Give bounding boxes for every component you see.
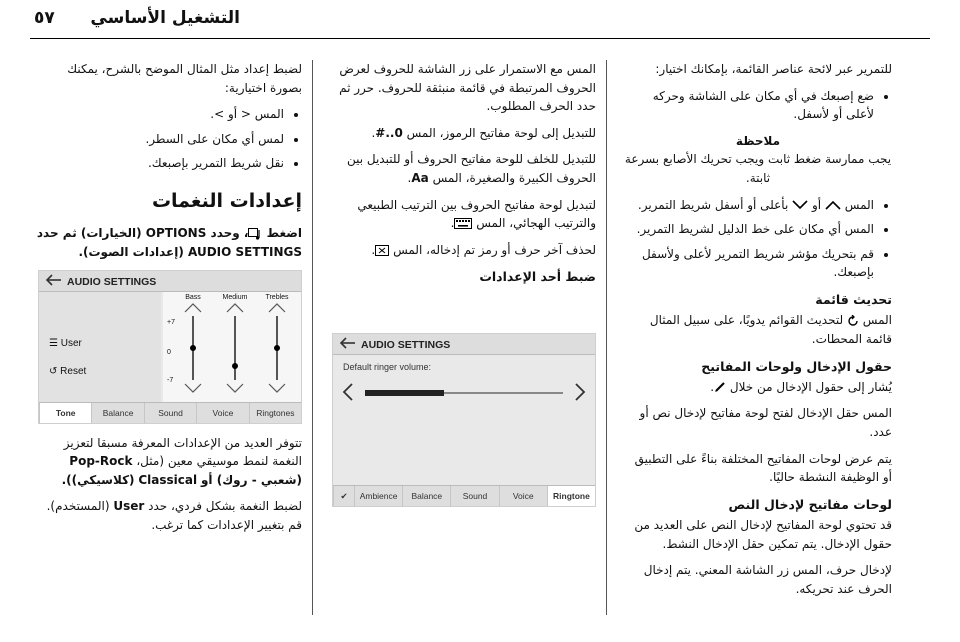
note-text: يجب ممارسة ضغط ثابت ويجب تحريك الأصابع بسرعة ثابتة. — [624, 152, 892, 185]
back-arrow-icon[interactable] — [337, 335, 357, 351]
case-key: Aa — [411, 170, 429, 185]
tone-tabs — [39, 402, 301, 423]
column-divider-right — [606, 60, 607, 615]
backspace-icon — [375, 245, 389, 256]
column-divider-left — [312, 60, 313, 615]
scroll-intro: للتمرير عبر لائحة عناصر القائمة، بإمكانك اختيار: — [655, 62, 892, 76]
page-header — [0, 0, 960, 40]
tone-item-user-label: User — [60, 337, 82, 349]
tone-item-reset-label: Reset — [60, 365, 87, 377]
pencil-icon — [714, 381, 726, 393]
refresh-icon — [847, 315, 859, 327]
ringer-volume-fill — [365, 390, 444, 396]
eq-medium — [219, 292, 251, 404]
ringer-screen-title: AUDIO SETTINGS — [361, 338, 451, 351]
ringer-volume-screenshot — [332, 333, 596, 507]
tab-ringtones[interactable]: Ringtones — [249, 403, 301, 423]
left-p2 — [34, 224, 302, 261]
tab-ambience[interactable]: Ambience — [354, 486, 402, 506]
keyboards-p1-text: يُشار إلى حقول الإدخال من خلال — [729, 379, 892, 394]
tab-balance[interactable]: Balance — [402, 486, 450, 506]
left-p4 — [34, 497, 302, 534]
refresh-text — [624, 311, 892, 348]
bullet-touch-arrows-pre: المس — [844, 197, 874, 212]
chevron-down-icon[interactable] — [225, 382, 245, 394]
keyboards-p1: يُشار إلى حقول الإدخال من خلال . — [710, 379, 892, 394]
eq-bass-label: Bass — [185, 293, 201, 301]
list-icon: ☰ — [49, 337, 58, 349]
bullet-touch-guide: • المس أي مكان على خط الدليل لشريط التمرير. — [624, 220, 874, 239]
tab-balance[interactable]: Balance — [91, 403, 143, 423]
bullet-touch-arrows-mid: أو — [811, 197, 822, 212]
chevron-down-icon[interactable] — [267, 382, 287, 394]
chevron-up-icon[interactable] — [183, 302, 203, 314]
left-p3-a: تتوفر العديد من الإعدادات المعرفة مسبقا لتعزيز النغمة لنمط موسيقي معين (مثل، — [63, 435, 302, 469]
adjust-setting-title: ضبط أحد الإعدادات — [479, 269, 596, 285]
left-p2-b: ، وحدد — [210, 226, 249, 241]
note-title: ملاحظة — [735, 133, 781, 148]
tone-settings-title: إعدادات النغمات — [151, 189, 302, 212]
bullet-touch-lt-gt: • المس < أو >. — [34, 105, 284, 124]
middle-p3-text: للتبديل للخلف للوحة مفاتيح الحروف أو للتبديل بين الحروف الكبيرة والصغيرة، المس — [346, 152, 596, 185]
column-middle — [328, 60, 596, 507]
tab-ringtone[interactable]: Ringtone — [547, 486, 595, 506]
column-right — [624, 60, 892, 607]
refresh-title: تحديث قائمة — [815, 291, 892, 307]
eq-trebles — [261, 292, 293, 404]
left-p3-classical: Classical — [138, 472, 198, 487]
scroll-bullets-1 — [624, 87, 892, 124]
middle-p2-text: للتبديل إلى لوحة مفاتيح الرموز، المس — [406, 125, 596, 140]
tab-voice[interactable]: Voice — [499, 486, 547, 506]
tab-tone[interactable]: Tone — [39, 403, 91, 423]
ringer-tabs — [333, 485, 595, 506]
chevron-right-icon[interactable] — [573, 382, 587, 402]
ringer-topbar — [333, 334, 595, 355]
eq-trebles-knob[interactable] — [274, 345, 280, 351]
middle-p3: للتبديل للخلف للوحة مفاتيح الحروف أو للتبديل بين الحروف الكبيرة والصغيرة، المس Aa. — [346, 152, 596, 185]
bullet-touch-line: • لمس أي مكان على السطر. — [34, 130, 284, 149]
left-p2-a: اضغط — [266, 226, 302, 241]
left-p1: لضبط إعداد مثل المثال الموضح بالشرح، يمكنك بصورة اختيارية: — [67, 62, 302, 95]
eq-bass — [177, 292, 209, 404]
keyboards-title: حقول الإدخال ولوحات المفاتيح — [701, 358, 892, 374]
tone-topbar — [39, 271, 301, 292]
left-bullets — [34, 105, 302, 173]
middle-p5: لحذف آخر حرف أو رمز تم إدخاله، المس . — [371, 242, 596, 257]
left-p3-b: (شعبي - روك) أو — [200, 472, 302, 487]
bullet-drag-finger: • ضع إصبعك في أي مكان على الشاشة وحركه لأعلى أو لأسفل. — [624, 87, 874, 124]
refresh-pre: المس — [862, 313, 892, 328]
eq-bass-knob[interactable] — [190, 345, 196, 351]
chevron-up-icon — [825, 200, 841, 210]
page-number: ٥٧ — [34, 8, 55, 28]
tone-screenshot — [38, 270, 302, 424]
eq-trebles-label: Trebles — [265, 293, 289, 301]
tab-sound[interactable]: Sound — [450, 486, 498, 506]
scale-plus: +7 — [167, 318, 175, 326]
ringer-volume-track[interactable] — [365, 392, 563, 394]
bullet-touch-arrows-post: بأعلى أو أسفل شريط التمرير. — [637, 197, 789, 212]
eq-medium-track[interactable] — [234, 316, 236, 380]
eq-medium-knob[interactable] — [232, 363, 238, 369]
reset-icon: ↺ — [49, 365, 58, 377]
scale-zero: 0 — [167, 348, 171, 356]
middle-p1: المس مع الاستمرار على زر الشاشة للحروف لعرض الحروف المرتبطة في قائمة منبثقة للحروف. حرر ثم حدد الحرف المطلوب. — [339, 62, 596, 114]
left-p2-d: (إعدادات الصوت). — [78, 245, 184, 259]
text-keyboards-p1: قد تحتوي لوحة المفاتيح لإدخال النص على العديد من حقول الإدخال. يتم تمكين حقل الإدخال النشط. — [634, 518, 892, 551]
keyboards-p2: المس حقل الإدخال لفتح لوحة مفاتيح لإدخال نص أو عدد. — [639, 406, 892, 440]
left-p2-c: (الخيارات) ثم حدد — [36, 226, 142, 241]
refresh-post: لتحديث القوائم يدويًا، على سبيل المثال قائمة المحطات. — [649, 313, 892, 346]
left-p3-pop: Pop-Rock — [69, 454, 133, 469]
left-p2-options: OPTIONS — [145, 226, 207, 241]
scroll-bullets-2 — [624, 196, 892, 282]
eq-medium-label: Medium — [222, 293, 248, 301]
bullet-move-bar: • نقل شريط التمرير بإصبعك. — [34, 154, 284, 173]
bullet-touch-arrows — [624, 196, 874, 215]
column-left — [34, 60, 302, 543]
left-p4-user: User — [113, 499, 145, 514]
left-p3 — [34, 434, 302, 490]
left-p4-b: (المستخدم). قم بتغيير الإعدادات كما ترغب. — [46, 499, 302, 532]
ringer-volume-label: Default ringer volume: — [343, 361, 432, 372]
middle-p5-text: لحذف آخر حرف أو رمز تم إدخاله، المس — [393, 242, 596, 257]
tone-eq-panel — [163, 292, 301, 402]
tone-item-reset[interactable] — [49, 364, 86, 380]
music-note-icon — [248, 228, 262, 240]
middle-p4: لتبديل لوحة مفاتيح الحروف بين الترتيب الطبيعي والترتيب الهجائي، المس . — [357, 197, 596, 231]
chevron-down-icon[interactable] — [183, 382, 203, 394]
keyboard-icon — [454, 218, 472, 229]
left-p4-a: لضبط النغمة بشكل فردي، حدد — [148, 499, 302, 514]
bullet-move-slider: • قم بتحريك مؤشر شريط التمرير لأعلى ولأسفل بإصبعك. — [624, 245, 874, 282]
middle-p2: للتبديل إلى لوحة مفاتيح الرموز، المس 0..#. — [371, 125, 596, 140]
text-keyboards-title: لوحات مفاتيح لإدخال النص — [728, 496, 892, 512]
keyboards-p3: يتم عرض لوحات المفاتيح المختلفة بناءً على التطبيق أو الوظيفة النشطة حاليًا. — [634, 451, 892, 485]
chevron-down-icon — [792, 200, 808, 210]
symbols-key: 0..# — [375, 125, 403, 140]
tab-sound[interactable]: Sound — [144, 403, 196, 423]
tone-item-user[interactable] — [49, 336, 82, 352]
left-p2-audio: AUDIO SETTINGS — [188, 245, 302, 259]
left-p3-c: (كلاسيكي)). — [61, 472, 135, 487]
back-arrow-icon[interactable] — [43, 272, 63, 288]
chevron-left-icon[interactable] — [341, 382, 355, 402]
chevron-up-icon[interactable] — [225, 302, 245, 314]
tone-item-list — [39, 292, 161, 402]
tab-voice[interactable]: Voice — [196, 403, 248, 423]
tone-screen-title: AUDIO SETTINGS — [67, 275, 157, 288]
ringer-check-icon[interactable]: ✔ — [333, 486, 354, 506]
middle-p4-text: لتبديل لوحة مفاتيح الحروف بين الترتيب الطبيعي والترتيب الهجائي، المس — [357, 197, 596, 231]
header-rule — [30, 38, 930, 39]
text-keyboards-p2: لإدخال حرف، المس زر الشاشة المعني. يتم إدخال الحرف عند تحريكه. — [643, 563, 892, 596]
page-title: التشغيل الأساسي — [90, 8, 240, 28]
chevron-up-icon[interactable] — [267, 302, 287, 314]
scale-minus: -7 — [167, 376, 174, 384]
